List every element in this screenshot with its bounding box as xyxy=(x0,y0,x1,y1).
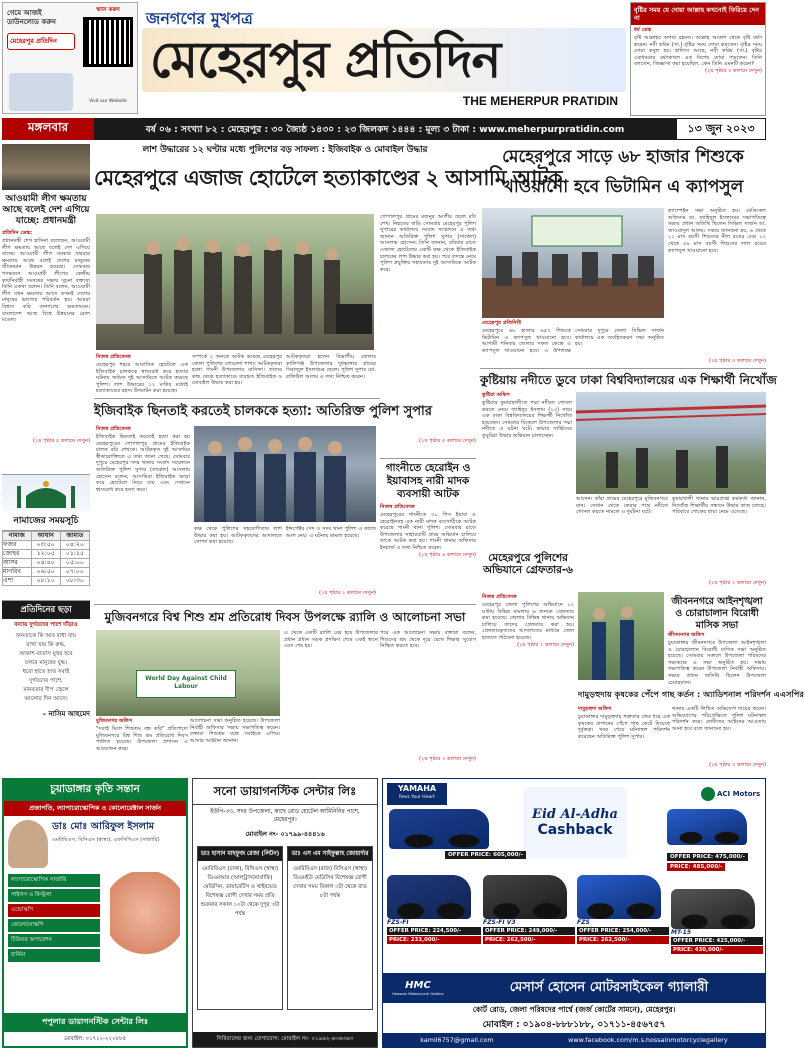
dateline-info: বর্ষ ০৬ : সংখ্যা ৮২ : মেহেরপুর : ৩০ জ্যৈষ্ঠ ১৪৩০ : ২৩ জিলকদ ১৪৪৪ : মূল্য ৩ টাকা : www.meherpurpratidin.com xyxy=(145,123,625,135)
damurhuda-body: চুয়াডাঙ্গার দামুড়হুদায় শত্রুতার জের ধরে এক কৃষকের বাগানের পেঁপে গাছ কেটে দিয়েছে দুর্বৃত্তরা। খবর পেয়ে ঘটনাস্থল পরিদর্শন করেছেন অতিরিক্ত পুলিশ সুপার। xyxy=(578,714,670,740)
prayer-jamat: ০৭:০০ xyxy=(60,568,89,577)
police-body: মেহেরপুর জেলা পুলিশের অভিযানে ১২ ঘণ্টায় বিভিন্ন মামলায় ৬ জনকে গ্রেফতার করা হয়েছে। জেলার বিভিন্ন থানায় অভিযান চালিয়ে তাদের গ্রেফতার করা হয়। গ্রেফতারকৃতদের আদালতের মাধ্যমে জেল হাজতে পাঠানো হয়েছে। xyxy=(482,602,574,641)
prayer-jamat: ০৫:০০ xyxy=(60,559,89,568)
vitamin-headline: মেহেরপুরে সাড়ে ৬৮ হাজার শিশুকে খাওয়ানো হবে ভিটামিন এ ক্যাপসুল xyxy=(502,147,744,197)
lead-kicker: লাশ উদ্ধারের ১২ ঘণ্টার মধ্যে পুলিশের বড় সাফল্য : ইজিবাইক ও মোবাইল উদ্ধার xyxy=(142,145,428,155)
prayer-name: ফজর xyxy=(3,541,32,550)
bike-model: FZS-FI V3 xyxy=(483,919,516,926)
easybike-continue[interactable]: (২য় পৃষ্ঠার ২ কলামে দেখুন) xyxy=(318,590,376,596)
prayer-table xyxy=(2,531,90,586)
poem-line: চলবে মানুষের যুদ্ধ। xyxy=(25,660,67,666)
prayer-row xyxy=(3,568,90,577)
lead-col3: আটককৃতরা হলেন বিভাগীয় জেলার কালিগঞ্জ উপজেলার দুধভাঙ্গার গ্রামের সিরাজুল ইসলামের ছেলে। পুলিশ সুপার মো. রাফিউল আলম এ তথ্য নিশ্চিত করেন। xyxy=(286,354,376,380)
mujibnagar-banner: World Day Against Child Labour xyxy=(136,670,236,698)
bike-offer-value: 605,000/- xyxy=(493,852,523,858)
mujibnagar-headline: মুজিবনগরে বিশ্ব শিশু শ্রম প্রতিরোধ দিবস উপলক্ষে র‍্যালি ও আলোচনা সভা xyxy=(94,604,476,628)
bike-price-value: 233,000/- xyxy=(410,937,440,943)
kushtia-continue[interactable]: (২য় পৃষ্ঠার ২ কলামে দেখুন) xyxy=(708,580,766,586)
diagnostic-ad-phone: মোবাইল নং- ০১৭৯৯-৪৪৪১৬ xyxy=(245,830,325,838)
diagnostic-doctor-right-name: ডাঃ এস এম সাইফুল্লাহ জোয়ার্দার xyxy=(288,847,372,861)
prayer-name: এশা xyxy=(3,577,32,586)
poem-line: রাখা যায় কি রুদ্ধ, xyxy=(26,642,66,648)
cashback-title: Cashback xyxy=(537,822,613,838)
kushtia-byline: কুষ্টিয়া অফিস xyxy=(482,392,510,398)
police-continue[interactable]: (২য় পৃষ্ঠার ২ কলামে দেখুন) xyxy=(516,641,574,648)
bike-offer-value: 249,000/- xyxy=(528,928,558,934)
lead-photo xyxy=(96,214,374,350)
poem-subtitle: বন্যায় দুর্গতদের পাশে দাঁড়াও xyxy=(14,622,78,628)
kushtia-body: কুষ্টিয়ার কুমারখালীতে পদ্মা নদীতে গোসল করতে নেমে জাহিদুর ইসলাম (২৩) নামে এক ঢাকা বিশ্ববিদ্যালয়ের শিক্ষার্থী নিখোঁজ হয়েছেন। সোমবার বিকেলে উপজেলার পদ্মা নদীতে এ ঘটনা ঘটে। ফায়ার সার্ভিসের ডুবুরিরা উদ্ধার অভিযান চালাচ্ছেন। xyxy=(482,400,572,439)
bike-icon xyxy=(387,875,471,919)
bike-model: FZS xyxy=(577,919,590,926)
hospital-service: হার্নিয়া xyxy=(8,949,100,962)
vitamin-photo xyxy=(482,208,664,318)
jibannagar-byline: জীবননগর অফিস xyxy=(668,632,705,638)
aci-logo xyxy=(701,783,761,805)
prayer-title: নামাজের সময়সূচি xyxy=(2,511,90,531)
story-awami-body: প্রধানমন্ত্রী শেখ হাসিনা বলেছেন, আওয়ামী লীগ ক্ষমতায় আছে বলেই দেশ এগিয়ে যাচ্ছে। আওয়ামী লীগ সরকার বারবার ক্ষমতায় আছে বলেই দেশের মানুষের জীবনমান উন্নয়ন হয়েছে। সোমবার গণভবনে আওয়ামী লীগের কেন্দ্রীয় কার্যনির্বাহী সংসদের সভায় সূচনা বক্তব্যে তিনি একথা বলেন। তিনি বলেন, আওয়ামী লীগ যখন ক্ষমতায় আসে তখনই দেশের মানুষের ভাগ্যের পরিবর্তন হয়। আমরা বিশ্বাস করি জনগণের ক্ষমতায়নে। বাংলাদেশ আজ বিশ্বে উন্নয়নের রোল মডেল। xyxy=(2,238,90,324)
prayer-name: মাগরিব xyxy=(3,568,32,577)
motors-address: কোর্ট রোড, জেলা পরিষদের পার্শ্বে (জর্জ কোর্টের সামনে), মেহেরপুর। xyxy=(472,1005,676,1014)
vitamin-body: মেহেরপুরে ৬৮ হাজার ৬৫৭ শিশুকে ভিটামিন এ ক্যাপসুল খাওয়ানো হবে। আগামী শনিবার জেলার সকল কেন্দ্রে এ ক্যাপসুল খাওয়ানো হবে। এ উপলক্ষে সোমবার দুপুরে জেলা সিভিল সার্জন কার্যালয়ে এক অবহিতকরণ সভা অনুষ্ঠিত হয়। xyxy=(482,328,664,354)
prayer-name: আসর xyxy=(3,559,32,568)
bike-card[interactable] xyxy=(389,809,523,869)
mujibnagar-photo xyxy=(96,630,280,716)
bike-card[interactable] xyxy=(483,875,575,965)
poem-line: মানবতার দীপ জ্বেলে xyxy=(23,687,69,693)
hospital-service: কোলোনোস্কপি xyxy=(8,919,100,932)
app-promo-box[interactable] xyxy=(2,2,138,114)
promo-app-badge: মেহেরপুর প্রতিদিন xyxy=(7,33,75,50)
qr-caption: Visit our Website xyxy=(89,99,127,104)
hmc-logo xyxy=(383,980,453,996)
offer-label: OFFER PRICE: xyxy=(673,938,715,944)
bike-price xyxy=(577,936,669,944)
prayer-name: জোহর xyxy=(3,550,32,559)
motors-mobile: মোবাইল : ০১৯০৪-৮৮৮১৮৮, ০১৭১১-৪৫৬৭৫৭ xyxy=(482,1020,666,1030)
story-awami-byline: প্রতিদিন ডেস্ক: xyxy=(2,230,33,236)
aci-logo-icon xyxy=(701,787,715,801)
motors-facebook[interactable]: www.facebook.com/m.s.hossainmotorcyclegallery xyxy=(568,1036,728,1044)
bike-icon xyxy=(577,875,661,919)
dateline-bar xyxy=(2,118,766,140)
bike-price xyxy=(671,946,763,954)
offer-label: OFFER PRICE: xyxy=(579,928,621,934)
story-jibannagar xyxy=(668,596,766,686)
bike-offer xyxy=(577,927,669,935)
bike-offer xyxy=(671,937,763,945)
masthead-tagline: জনগণের মুখপত্র xyxy=(146,9,253,28)
damurhuda-headline: দামুড়হুদায় কৃষকের পেঁপে গাছ কর্তন : অ্যাডিশনাল পরিদর্শন এএসপির xyxy=(578,689,804,699)
top-right-byline: ধর্ম ডেস্ক xyxy=(634,27,652,33)
bike-icon xyxy=(483,875,567,919)
bike-offer xyxy=(445,851,526,859)
vitamin-right-body: ক্যাম্পেইন সভা অনুষ্ঠিত হয়। মেডিকেল অফিসার ডা. জাহিদুল ইসলামের সভাপতিত্বে সভায় প্রধান অতিথি ছিলেন সিভিল সার্জন ডা. জাওয়াদুল আলম। সভায় জানানো হয়, ৬ থেকে ১১ মাস বয়সী শিশুদের নীল রঙের এবং ১২ থেকে ৫৯ মাস বয়সী শিশুদের লাল রঙের ক্যাপসুল খাওয়ানো হবে। xyxy=(668,208,766,254)
bike-price xyxy=(483,936,575,944)
bike-card[interactable] xyxy=(671,889,763,969)
story-gangni xyxy=(380,458,476,602)
bike-price-value: 262,500/- xyxy=(600,937,630,943)
bike-card[interactable] xyxy=(577,875,669,965)
prayer-jamat: ০১:১৫ xyxy=(60,550,89,559)
bike-price xyxy=(667,863,725,871)
price-label: PRICE: xyxy=(485,937,505,943)
bike-card[interactable] xyxy=(387,875,481,965)
mosque-icon xyxy=(2,475,90,511)
poem-line: আকাশ-বাতাস মুখর হবে xyxy=(19,651,73,657)
prayer-box xyxy=(2,474,90,598)
hospital-ad-footer: পপুলার ডায়াগনস্টিক সেন্টার লিঃ xyxy=(4,1013,186,1032)
mujibnagar-col2: আলোচনা সভা অনুষ্ঠিত হয়েছে। উপজেলা নির্বাহী অফিসার সভায় সভাপতিত্ব করেন। বক্তারা শিশুশ্রম বন্ধে সবাইকে এগিয়ে আসার আহ্বান জানান। xyxy=(190,718,280,744)
poem-box xyxy=(2,600,90,772)
prayer-row xyxy=(3,550,90,559)
mujibnagar-byline: মুজিবনগর অফিস xyxy=(96,718,133,724)
phone-illustration-icon xyxy=(9,73,73,111)
price-label: PRICE: xyxy=(673,947,693,953)
hospital-service: ল্যাপারোস্কোপিক সার্জারি xyxy=(8,874,100,887)
diagnostic-doctor-left xyxy=(197,846,283,1010)
prayer-azan: ০৬:৫০ xyxy=(31,568,60,577)
damurhuda-photo xyxy=(578,592,664,680)
gangni-headline: গাংনীতে হেরোইন ও ইয়াবাসহ নারী মাদক ব্যবসায়ী আটক xyxy=(385,462,471,500)
diagnostic-doctor-right xyxy=(287,846,373,1010)
kushtia-headline: কুষ্টিয়ায় নদীতে ডুবে ঢাকা বিশ্ববিদ্যালয়ের এক শিক্ষার্থী নিখোঁজ xyxy=(480,368,766,390)
qr-code-icon[interactable] xyxy=(83,17,133,67)
story-awami-photo xyxy=(2,144,90,190)
top-right-continue[interactable]: (২য় পৃষ্ঠার ৩ কলামে দেখুন) xyxy=(704,67,762,74)
motors-gallery-name: মেসার্স হোসেন মোটরসাইকেল গ্যালারী xyxy=(509,979,709,995)
hmc-logo-sub: Hossain Motorcycle Gallery xyxy=(392,991,444,996)
damurhuda-col1 xyxy=(578,706,670,772)
medical-illustration-icon xyxy=(110,872,180,972)
price-label: PRICE: xyxy=(670,864,691,870)
diagnostic-ad-address: ইউপি-৩৩, সদর উপজেলা, কাছে রোড হোটেল আমিনিনির পাশে, মেহেরপুর। xyxy=(210,809,360,823)
diagnostic-ad-title: সনো ডায়াগনস্টিক সেন্টার লিঃ xyxy=(193,779,377,805)
yamaha-logo-text: YAMAHA xyxy=(397,784,437,793)
prayer-azan: ০৮:১০ xyxy=(31,577,60,586)
bike-price-value: 262,500/- xyxy=(506,937,536,943)
masthead xyxy=(142,2,626,114)
damurhuda-byline: দামুড়হুদা অফিস xyxy=(578,706,612,712)
easybike-col3: ইন্সপেক্টর সেদ ও সদর থানা পুলিশ এ কাজে অংশ নেয়। এ ঘটনায় মামলা হয়েছে। xyxy=(286,526,376,539)
diagnostic-doctor-left-body: এমবিবিএস (ঢাকা), বিসিএস (স্বাস্থ্য) ডিএমআর (আলট্রাসনোগ্রাফি) মেডিসিন, ডায়াবেটিস ও থাইরয়েড বিশেষজ্ঞ রোগী দেখার সময় প্রতি শুক্রবার সকাল ১০টা থেকে দুপুর ৩টা পর্যন্ত xyxy=(200,866,280,917)
bike-icon xyxy=(667,809,747,845)
lead-right-body: গোপালপুর গ্রামের মজনুর আলীর ছেলে রবি শেখ। নিহতের বাড়ি সোমবার মেহেরপুর পুলিশ সুপারের কার্যালয়ে সংবাদ সম্মেলনে এ তথ্য জানান অতিরিক্ত পুলিশ সুপার (সার্কেল) আসলাম হোসেন। তিনি জানান, রবিবার রাতে এজাজ হোটেলের একটি কক্ষ থেকে ইজিবাইক চালকের লাশ উদ্ধার করা হয়। পরে তদন্তে নেমে পুলিশ প্রযুক্তির সহায়তায় দুই আসামিকে আটক করে। xyxy=(380,214,476,273)
eid-title: Eid Al-Adha xyxy=(532,807,618,822)
masthead-title-en: THE MEHERPUR PRATIDIN xyxy=(462,94,618,108)
easybike-headline: ইজিবাইক ছিনতাই করতেই চালককে হত্যা: অতিরিক্ত পুলিশ সুপার xyxy=(94,398,380,424)
diagnostic-ad-footer: সিরিয়ালের জন্য যোগাযোগ: মোবাইল নং- ০১৯৬২-৬৩৬৩৬৩ xyxy=(193,1032,377,1047)
mujibnagar-col4-wrap xyxy=(380,604,476,774)
masthead-title: মেহেরপুর প্রতিদিন xyxy=(150,30,501,89)
motors-email[interactable]: kamil6757@gmail.com xyxy=(420,1036,494,1044)
bike-offer-value: 425,000/- xyxy=(716,938,746,944)
yamaha-logo xyxy=(387,783,447,805)
poem-author: – নাসিম আহমেদ xyxy=(42,710,90,718)
prayer-azan: ০৩:৫০ xyxy=(31,541,60,550)
bike-card[interactable] xyxy=(667,809,763,883)
qr-label: স্ক্যান করুন xyxy=(96,7,120,13)
hospital-ad-title: চুয়াডাঙ্গার কৃতি সন্তান xyxy=(4,780,186,801)
mujibnagar-col1 xyxy=(96,718,188,774)
poem-line: জনতাকে কি আর বাধা যায় xyxy=(15,633,77,639)
hospital-ad[interactable] xyxy=(2,778,188,1048)
bike-model: FZS-FI xyxy=(387,919,409,926)
hospital-service: এন্ডোস্কপি xyxy=(8,904,100,917)
story-police xyxy=(482,594,574,770)
poem-line: দুর্গতদের পাশে, xyxy=(29,678,63,684)
bike-offer xyxy=(387,927,481,935)
top-right-headline: বৃষ্টির সময় যে দোয়া আল্লাহ কখনোই ফিরিয়ে দেন না xyxy=(631,3,765,25)
prayer-azan: ০৪:৪০ xyxy=(31,559,60,568)
prayer-col-header: আযান xyxy=(31,532,60,541)
lead-byline: নিজস্ব প্রতিবেদক xyxy=(96,354,131,360)
top-right-story xyxy=(630,2,766,116)
bike-icon xyxy=(671,889,755,929)
vitamin-continue[interactable]: (২য় পৃষ্ঠার ৩ কলামে দেখুন) xyxy=(708,358,766,364)
vitamin-body-wrap xyxy=(482,320,664,368)
promo-text: গেমে আজই ডাউনলোড করুন মেহেরপুর প্রতিদিন xyxy=(7,9,75,50)
dateline-date: ১৩ জুন ২০২৩ xyxy=(676,118,766,140)
easybike-photo xyxy=(194,426,376,522)
prayer-row xyxy=(3,577,90,586)
bike-model: MT-15 xyxy=(671,929,692,936)
price-label: PRICE: xyxy=(579,937,599,943)
bike-price xyxy=(387,936,481,944)
top-right-body: বৃষ্টি আল্লাহর অপার রহমত। আল্লাহ আকাশ থেকে বৃষ্টি বর্ষণ করেন। নবী করিম (সা.) বৃষ্টির সময় দোয়া করতেন। বৃষ্টির সময় দোয়া কবুল হয়। হাদিসে আছে, নবী করিম (সা.) বৃষ্টির একধরনের বর্ষণকালে এক বিশেষ দোয়া পড়তেন। তিনি বলতেন, জিজ্ঞাসা করা হয়েছিল, কেন তিনি এমনটি করেন? xyxy=(634,35,762,68)
yamaha-logo-tag: Revs Your Heart xyxy=(399,795,435,800)
prayer-row xyxy=(3,541,90,550)
hmc-logo-text: HMC xyxy=(405,980,431,991)
easybike-byline: নিজস্ব প্রতিবেদক xyxy=(96,426,131,432)
offer-label: OFFER PRICE: xyxy=(448,852,492,858)
gangni-continue[interactable]: (২য় পৃষ্ঠার ৪ কলামে দেখুন) xyxy=(419,551,476,558)
bike-offer-value: 475,000/- xyxy=(715,854,745,860)
jibannagar-body: চুয়াডাঙ্গার জীবননগরে উপজেলা আইনশৃঙ্খলা ও চোরাচালান বিরোধী মাসিক সভা অনুষ্ঠিত হয়েছে। সোমবার সকালে উপজেলা পরিষদের সভাকক্ষে এ সভা অনুষ্ঠিত হয়। সভায় সভাপতিত্ব করেন উপজেলা নির্বাহী অফিসার। সভায় প্রধান অতিথি ছিলেন উপজেলা চেয়ারম্যান। xyxy=(668,640,766,686)
poem-lines xyxy=(2,632,90,704)
bike-offer-value: 254,000/- xyxy=(622,928,652,934)
prayer-jamat: ০৮:৩০ xyxy=(60,577,89,586)
gangni-byline: নিজস্ব প্রতিবেদক xyxy=(380,504,415,510)
gangni-body: মেহেরপুরের গাংনীতে ৩০ পিস ইয়াবা ও হেরোইনসহ এক নারী মাদক ব্যবসায়ীকে আটক করেছে গাংনী থানা পুলিশ। সোমবার রাতে উপজেলার সাহারবাটি গ্রামে অভিযান চালিয়ে তাকে আটক করা হয়। গাংনী থানার অফিসার ইনচার্জ এ তথ্য নিশ্চিত করেন। xyxy=(380,512,476,551)
mujibnagar-col3: এ থেকে একটি র‍্যালি বের হয়ে উপজেলার প্রধান প্রধান সড়ক প্রদক্ষিণ শেষে একই স্থানে এসে শেষ হয়। xyxy=(284,630,378,650)
lead-col1-body: মেহেরপুর শহরে আবাসিক হোটেলে এক ইজিবাইক চালককে শ্বাসরোধ করে হত্যার ঘটনায় জড়িত দুই আসামিকে আটক করেছে পুলিশ। লাশ উদ্ধারের ১২ ঘণ্টার মধ্যেই হত্যাকাণ্ডের রহস্য উদঘাটন করা হয়েছে। xyxy=(96,362,188,395)
easybike-col1 xyxy=(96,426,190,602)
story-awami-headline: আওয়ামী লীগ ক্ষমতায় আছে বলেই দেশ এগিয়ে যাচ্ছে: প্রধানমন্ত্রী xyxy=(2,194,90,226)
vitamin-right-col xyxy=(668,208,766,368)
story-awami xyxy=(2,144,90,472)
damurhuda-col2: থানায় একটি লিখিত অভিযোগ দায়ের করেন। অভিযোগের পরিপ্রেক্ষিতে পুলিশ ঘটনাস্থল পরিদর্শন করে। দোষীদের আইনের আওতায় আনা হবে বলে জানানো হয়। xyxy=(672,706,766,732)
bike-price-value: 430,000/- xyxy=(694,947,724,953)
bike-icon xyxy=(389,809,489,849)
dateline-day: মঙ্গলবার xyxy=(2,118,94,140)
kushtia-photo xyxy=(576,392,766,494)
lead-continue[interactable]: (২য় পৃষ্ঠার ৫ কলামে দেখুন) xyxy=(419,438,476,444)
poem-title: প্রতিদিনের ছড়া xyxy=(2,601,90,619)
lead-col2: সম্পর্কে ২ জনকে আটক করেছে মেহেরপুর জেলা পুলিশের গোয়েন্দা শাখা। আটককৃতরা হলো গাংনী উপজেলার বাসিন্দা। তাদের কাছ থেকে হত্যাকাণ্ডে ব্যবহৃত ইজিবাইক ও মোবাইল উদ্ধার করা হয়। xyxy=(192,354,282,387)
hospital-service: টিউমার অপারেশন xyxy=(8,934,100,947)
offer-label: OFFER PRICE: xyxy=(485,928,527,934)
offer-label: OFFER PRICE: xyxy=(670,854,714,860)
easybike-body: ইজিবাইক ছিনতাই করতেই হত্যা করা হয় মেহেরপুরের গোপালপুর গ্রামের ইজিবাইক চালক রবি শেখকে। আটককৃত দুই আসামির স্বীকারোক্তিতে এ তথ্য জানা গেছে। সোমবার দুপুরে মেহেরপুর সদর থানায় সংবাদ সম্মেলনে অতিরিক্ত পুলিশ সুপার (সার্কেল) আসলাম হোসেন বলেন, আসামিরা ইজিবাইক ভাড়া করে হোটেলে নিয়ে যায় এবং সেখানে শ্বাসরোধ করে হত্যা করে। xyxy=(96,434,190,493)
police-byline: নিজস্ব প্রতিবেদক xyxy=(482,594,517,600)
poem-line: ধরো হাতে হাত সবাই xyxy=(22,669,70,675)
prayer-azan: ১২:০৫ xyxy=(31,550,60,559)
mujibnagar-col1-body: "সবাই মিলে শিশুশ্রম বন্ধ করি" প্রতিপাদ্যে মুজিবনগরে বিশ্ব শিশু শ্রম প্রতিরোধ দিবস পালিত হয়েছে। উপজেলা প্রশাসন এ আয়োজন করে। xyxy=(96,726,188,752)
bike-offer-value: 224,500/- xyxy=(432,928,462,934)
hospital-ad-phone: মোবাইল: ০১৭১২-২২২৮৮৫ xyxy=(63,1036,127,1042)
hospital-ad-degrees: এমবিবিএস, বিসিএস (স্বাস্থ্য), এফসিপিএস (সার্জারি) xyxy=(52,837,160,843)
hospital-ad-subtitle: প্রজাপতি, ল্যাপারোস্কোপিক ও কোলোরেক্টাল সার্জন xyxy=(4,801,186,816)
diagnostic-ad[interactable] xyxy=(192,778,378,1048)
easybike-col2: কক্ষ থেকে পুলিশের সহযোগিতায় লাশ উদ্ধার করা হয়। আটককৃতদের আদালতে সোপর্দ করা হয়েছে। xyxy=(194,526,282,546)
hospital-service: পাইলস ও ফিস্টুলা xyxy=(8,889,100,902)
prayer-col-header: জামাত xyxy=(60,532,89,541)
aci-logo-text: ACI Motors xyxy=(717,790,761,798)
bike-offer xyxy=(483,927,575,935)
hospital-ad-doctor: ডাঃ মোঃ আরিফুল ইসলাম xyxy=(52,821,155,832)
doctor-avatar xyxy=(8,820,48,868)
bike-price-value: 485,000/- xyxy=(692,864,723,870)
damurhuda-col2-wrap xyxy=(672,706,766,772)
diagnostic-doctor-left-name: ডাঃ হাসান মাহফুজ রেজা (লিটন) xyxy=(198,847,282,861)
diagnostic-doctor-right-body: এমবিবিএস (রাজ) বিসিএস (স্বাস্থ্য) ডিএমইউ মেডিসিন বিশেষজ্ঞ রোগী দেখার সময় বিকাল ৩টা থেকে রাত ৮টা পর্যন্ত xyxy=(292,866,368,899)
lead-headline: মেহেরপুরে এজাজ হোটেলে হত্যাকাণ্ডের ২ আসামি আটক xyxy=(94,165,563,190)
kushtia-col2: আসেন। তাঁরা গ্রামের মেহেরপুরে মুজিবনগরে যান। সেখান থেকে ফেরার পথে নদীতে গোসল করতে নামলে এ দুর্ঘটনা ঘটে। xyxy=(576,496,668,516)
poem-line: আলোর দিন আসে। xyxy=(24,696,68,702)
vitamin-byline: মেহেরপুর প্রতিনিধি xyxy=(482,320,522,326)
mujibnagar-continue[interactable]: (২য় পৃষ্ঠার ৩ কলামে দেখুন) xyxy=(418,756,476,762)
price-label: PRICE: xyxy=(389,937,409,943)
bike-offer xyxy=(667,853,748,861)
motors-gallery-bar xyxy=(383,973,765,1003)
prayer-jamat: ০৪:২০ xyxy=(60,541,89,550)
eid-cashback-banner xyxy=(523,787,627,859)
motors-ad[interactable] xyxy=(382,778,766,1048)
prayer-col-header: নামাজ xyxy=(3,532,32,541)
motors-contact-bar xyxy=(383,1033,765,1047)
jibannagar-headline: জীবননগরে আইনশৃঙ্খলা ও চোরাচালান বিরোধী মাসিক সভা xyxy=(671,596,763,631)
kushtia-col3: কুমারখালী থানার ভারপ্রাপ্ত কর্মকর্তা জানান, নিখোঁজ শিক্ষার্থীর সন্ধানে উদ্ধার কাজ চলছে। পরিবারে শোকের ছায়া নেমে এসেছে। xyxy=(672,496,766,516)
prayer-row xyxy=(3,559,90,568)
story-awami-continue[interactable]: (২য় পৃষ্ঠার ৫ কলামে দেখুন) xyxy=(33,438,90,444)
damurhuda-continue[interactable]: (২য় পৃষ্ঠার ৩ কলামে দেখুন) xyxy=(708,762,766,768)
police-headline: মেহেরপুরে পুলিশের অভিযানে গ্রেফতার-৬ xyxy=(480,552,576,592)
offer-label: OFFER PRICE: xyxy=(389,928,431,934)
mujibnagar-col4: পরে এক আলোচনা সভায় বক্তারা বলেন, শিশুদের শ্রম থেকে দূরে রেখে শিক্ষার সুযোগ নিশ্চিত করতে হবে। xyxy=(380,630,476,650)
